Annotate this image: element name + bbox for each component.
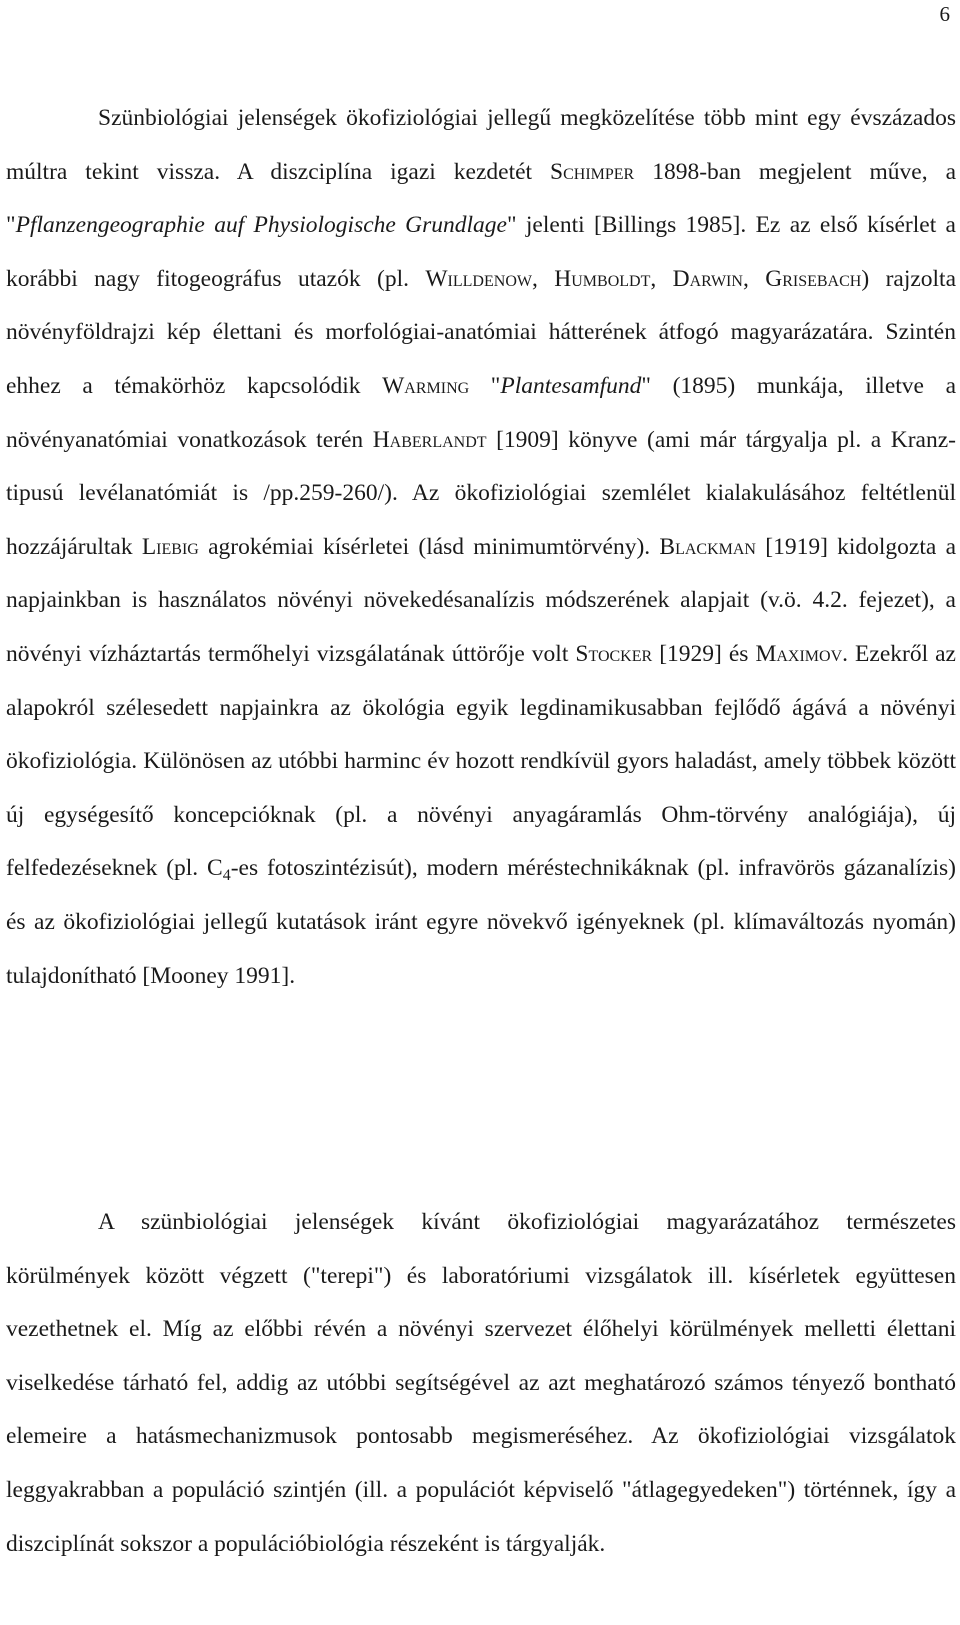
text-run: [1919] kidolgozta a napjainkban is használatos növényi növekedésanalízis módszerének alapjait (v.ö. 4.2. fejezet), a növényi vízháztartás termőhelyi vizsgálatának úttörője volt <box>6 533 956 667</box>
text-run: 1898-ban megjelent műve, a " <box>6 158 957 239</box>
author-name-humboldt: Humboldt <box>554 265 651 292</box>
author-name-maximov: Maximov <box>755 640 843 667</box>
author-name-stocker: Stocker <box>575 640 653 667</box>
paragraph-1 <box>6 92 956 1003</box>
author-name-willdenow: Willdenow <box>425 265 532 292</box>
page-number: 6 <box>939 2 950 26</box>
author-name-schimper: Schimper <box>550 158 635 185</box>
author-name-haberlandt: Haberlandt <box>372 426 487 453</box>
text-run: , <box>650 265 673 292</box>
text-run: , <box>531 265 555 292</box>
text-run: . Ezekről az alapokról szélesedett napjainkra az ökológia egyik legdinamikusabban fejlődő ágává a növényi ökofiziológia. Különösen az utóbbi harminc év hozott rendkívül gyors haladást, amely többek között új egységesítő koncepcióknak (pl. a növényi anyagáramlás Ohm-törvény analógiája), új felfedezéseknek (pl. C <box>6 640 956 882</box>
author-name-grisebach: Grisebach <box>765 265 862 292</box>
text-run: Szünbiológiai jelenségek ökofiziológiai jellegű megközelítése több mint egy évszázados múltra tekint vissza. A diszciplína igazi kezdetét <box>6 105 956 185</box>
author-name-liebig: Liebig <box>141 533 199 560</box>
text-run: -es fotoszintézisút), modern méréstechnikáknak (pl. infravörös gázanalízis) és az ökofiziológiai jellegű kutatások iránt egyre növekvő igényeknek (pl. klímaváltozás nyomán) tulajdonítható [Mooney 1991]. <box>6 855 956 989</box>
text-run: [1929] és <box>652 640 756 667</box>
paragraph-2 <box>6 1196 956 1571</box>
book-title-pflanzengeographie: Pflanzengeographie auf Physiologische Grundlage <box>15 212 507 239</box>
text-run: ) rajzolta növényföldrajzi kép élettani és morfológiai-anatómiai hátterének átfogó magyarázatára. Szintén ehhez a témakörhöz kapcsolódik <box>6 265 957 399</box>
author-name-blackman: Blackman <box>659 533 756 560</box>
text-run: , <box>742 265 766 292</box>
paragraph-2-text: A szünbiológiai jelenségek kívánt ökofiziológiai magyarázatához természetes körülmények között végzett ("terepi") és laboratóriumi vizsgálatok ill. kísérletek együttesen vezethetnek el. Míg az előbbi révén a növényi szervezet élőhelyi körülmények melletti élettani viselkedése tárható fel, addig az utóbbi segítségével az azt meghatározó számos tényező bontható elemeire a hatásmechanizmusok pontosabb megismeréséhez. Az ökofiziológiai vizsgálatok leggyakrabban a populáció szintjén (ill. a populációt képviselő "átlagegyedeken") történnek, így a diszciplínát sokszor a populációbiológia részeként is tárgyalják. <box>6 1209 956 1557</box>
text-run: [1909] könyve (ami már tárgyalja pl. a Kranz-tipusú levélanatómiát is /pp.259-260/). Az ökofiziológiai szemlélet kialakulásához feltétlenül hozzájárultak <box>6 426 956 560</box>
book-title-plantesamfund: Plantesamfund <box>500 372 642 399</box>
author-name-warming: Warming <box>382 372 470 399</box>
text-run: agrokémiai kísérletei (lásd minimumtörvény). <box>198 533 660 560</box>
author-name-darwin: Darwin <box>672 265 743 292</box>
text-run: " jelenti [Billings 1985]. Ez az első kísérlet a korábbi nagy fitogeográfus utazók (pl. <box>6 212 956 292</box>
text-run: " (1895) munkája, illetve a növényanatómiai vonatkozások terén <box>6 372 957 453</box>
subscript-4: 4 <box>222 867 231 885</box>
text-run: " <box>469 372 501 399</box>
